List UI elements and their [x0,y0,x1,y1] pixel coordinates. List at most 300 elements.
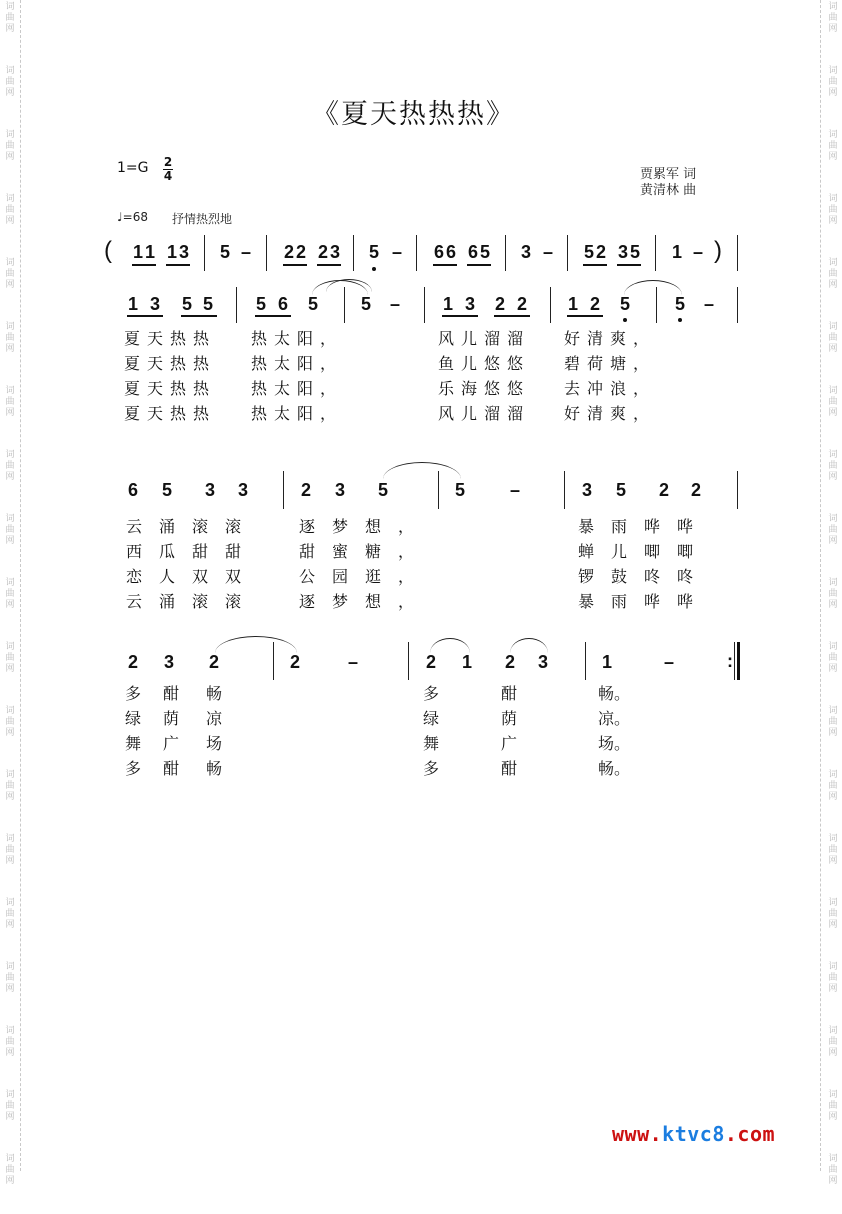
watermark-char: 词 [828,2,838,12]
watermark-char: 网 [828,280,838,290]
tie-arc [215,636,297,653]
note: 1 [145,242,156,262]
watermark-char: 网 [5,216,15,226]
barline [737,471,738,509]
watermark-group [826,510,840,574]
underline [181,315,217,317]
final-barline-thin [734,642,735,680]
watermark-char: 词 [5,834,15,844]
left-margin-line [20,0,21,1171]
watermark-char: 曲 [828,333,838,343]
watermark-char: 词 [5,642,15,652]
watermark-group [3,894,17,958]
repeat-dots: : [727,651,733,671]
note: 2 [590,294,601,314]
watermark-char: 词 [828,578,838,588]
note: – [543,242,554,262]
note: 1 [128,294,139,314]
intro-close-paren: ) [714,237,722,264]
right-watermark-column [826,0,840,1214]
watermark-char: 网 [5,984,15,994]
note: 5 [378,480,389,500]
note: 6 [446,242,457,262]
watermark-char: 词 [5,450,15,460]
note: 2 [296,242,307,262]
note: 5 [256,294,267,314]
barline [655,235,656,271]
watermark-char: 词 [5,578,15,588]
note: 5 [630,242,641,262]
underline [583,264,607,266]
barline [564,471,565,509]
underline [132,264,156,266]
watermark-group [3,638,17,702]
lyric-text: 碧荷塘， [564,354,657,373]
barline [585,642,586,680]
final-barline-thick [737,642,740,680]
tie-arc [430,638,470,653]
lyric-text: 夏天热热 [124,379,217,398]
watermark-group [826,766,840,830]
lyric-text: 去冲浪， [564,379,657,398]
lyric-text: 好清爽， [564,329,657,348]
underline [567,315,603,317]
lyric-text: 多 [423,759,440,778]
note: 2 [659,480,670,500]
watermark-group [3,0,17,62]
note: 3 [179,242,190,262]
watermark-char: 网 [828,1176,838,1186]
lyric-text: 好清爽， [564,404,657,423]
watermark-char: 网 [5,344,15,354]
lyric-text: 酣 [501,684,518,703]
watermark-group [826,254,840,318]
tie-arc [510,638,548,653]
song-title: 《夏天热热热》 [312,99,515,130]
note: 5 [620,294,631,314]
watermark-group [3,702,17,766]
lyric-text: 多 [423,684,440,703]
watermark-group [826,574,840,638]
watermark-char: 曲 [828,589,838,599]
watermark-char: 网 [828,536,838,546]
watermark-group [826,382,840,446]
watermark-group [3,446,17,510]
watermark-char: 词 [828,450,838,460]
note: 5 [369,242,380,262]
watermark-char: 网 [828,984,838,994]
underline [283,264,307,266]
watermark-group [826,958,840,1022]
tie-arc [624,280,682,295]
watermark-char: 曲 [5,77,15,87]
lyric-text: 绿 [125,709,142,728]
watermark-char: 词 [5,514,15,524]
watermark-char: 曲 [5,333,15,343]
watermark-char: 曲 [5,1165,15,1175]
watermark-char: 曲 [5,909,15,919]
lyric-text: 酣 [501,759,518,778]
note: – [390,294,401,314]
meter-bottom: 4 [163,169,173,183]
watermark-char: 词 [828,1090,838,1100]
note: – [348,652,359,672]
underline [442,315,478,317]
note: 1 [462,652,473,672]
note: 2 [284,242,295,262]
watermark-char: 曲 [828,1037,838,1047]
note: 5 [182,294,193,314]
site-logo[interactable] [612,1122,775,1146]
watermark-char: 词 [828,706,838,716]
note: 3 [538,652,549,672]
lyric-text: 西瓜甜甜 [126,542,259,561]
lyric-text: 凉 [206,709,223,728]
lyric-text: 荫 [501,709,518,728]
watermark-char: 曲 [5,973,15,983]
watermark-char: 曲 [828,269,838,279]
barline [408,642,409,680]
note: – [693,242,704,262]
note: 5 [308,294,319,314]
logo-prefix: www. [612,1122,663,1146]
lyric-text: 夏天热热 [124,329,217,348]
lyric-text: 云涌滚滚 [126,517,259,536]
lyric-text: 荫 [163,709,180,728]
lyric-text: 恋人双双 [126,567,259,586]
watermark-char: 网 [5,920,15,930]
watermark-char: 词 [828,834,838,844]
watermark-char: 词 [828,1026,838,1036]
watermark-char: 曲 [828,781,838,791]
note: 1 [568,294,579,314]
watermark-group [826,702,840,766]
note: 2 [301,480,312,500]
watermark-char: 网 [828,856,838,866]
watermark-char: 曲 [828,461,838,471]
note: 3 [521,242,532,262]
watermark-char: 网 [5,152,15,162]
note: 5 [162,480,173,500]
meter-top: 2 [163,155,173,169]
watermark-char: 曲 [5,589,15,599]
watermark-char: 词 [828,898,838,908]
watermark-group [826,1150,840,1214]
lyric-text: 夏天热热 [124,354,217,373]
watermark-char: 网 [5,472,15,482]
note: 2 [495,294,506,314]
note: 6 [278,294,289,314]
lyric-text: 酣 [163,684,180,703]
watermark-group [826,0,840,62]
watermark-group [3,766,17,830]
watermark-char: 词 [828,962,838,972]
watermark-char: 网 [828,920,838,930]
watermark-group [3,1022,17,1086]
watermark-char: 网 [5,792,15,802]
watermark-char: 词 [5,1026,15,1036]
watermark-group [3,318,17,382]
watermark-char: 词 [5,1154,15,1164]
barline [737,287,738,323]
lyric-text: 绿 [423,709,440,728]
watermark-group [826,1086,840,1150]
watermark-char: 网 [828,792,838,802]
lyric-text: 风儿溜溜 [438,404,531,423]
watermark-char: 曲 [828,205,838,215]
watermark-group [3,1086,17,1150]
watermark-char: 曲 [828,525,838,535]
note: 2 [596,242,607,262]
underline [166,264,190,266]
watermark-group [826,894,840,958]
watermark-char: 词 [828,642,838,652]
watermark-char: 词 [828,322,838,332]
barline [505,235,506,271]
note: 2 [426,652,437,672]
watermark-char: 网 [5,24,15,34]
lyricist-credit: 贾累军 词 [640,167,697,182]
lyric-text: 凉。 [598,709,631,728]
note: 1 [602,652,613,672]
note: 3 [238,480,249,500]
watermark-char: 曲 [828,141,838,151]
note: 5 [480,242,491,262]
note: 6 [434,242,445,262]
lyric-text: 畅 [206,759,223,778]
watermark-char: 网 [828,728,838,738]
watermark-char: 曲 [5,269,15,279]
watermark-char: 网 [5,728,15,738]
low-octave-dot [623,318,627,322]
watermark-char: 曲 [828,909,838,919]
watermark-group [3,382,17,446]
underline [317,264,341,266]
intro-open-paren: ( [104,237,112,264]
note: 2 [290,652,301,672]
lyric-text: 场 [206,734,223,753]
watermark-char: 曲 [5,13,15,23]
watermark-char: 词 [5,386,15,396]
note: 3 [150,294,161,314]
watermark-char: 曲 [5,205,15,215]
note: 6 [468,242,479,262]
watermark-group [3,190,17,254]
watermark-char: 网 [828,152,838,162]
lyric-text: 广 [163,734,180,753]
note: 3 [164,652,175,672]
lyric-text: 逐梦想， [299,592,432,611]
note: 2 [209,652,220,672]
watermark-char: 词 [828,194,838,204]
watermark-char: 词 [828,130,838,140]
underline [255,315,291,317]
note: 1 [167,242,178,262]
lyric-text: 甜蜜糖， [299,542,432,561]
watermark-char: 词 [5,130,15,140]
watermark-group [826,638,840,702]
watermark-char: 曲 [5,653,15,663]
watermark-char: 曲 [5,1037,15,1047]
note: 2 [517,294,528,314]
watermark-char: 词 [5,706,15,716]
watermark-group [3,510,17,574]
watermark-char: 词 [5,770,15,780]
watermark-char: 曲 [828,717,838,727]
note: – [704,294,715,314]
watermark-char: 词 [828,386,838,396]
watermark-group [826,446,840,510]
lyric-text: 热太阳， [251,354,344,373]
note: – [241,242,252,262]
watermark-char: 词 [828,770,838,780]
watermark-char: 网 [5,408,15,418]
watermark-group [826,190,840,254]
underline [433,264,457,266]
watermark-char: 网 [828,472,838,482]
watermark-char: 曲 [828,1101,838,1111]
note: 5 [361,294,372,314]
lyric-text: 公园逛， [299,567,432,586]
low-octave-dot [678,318,682,322]
watermark-char: 网 [5,664,15,674]
note: 3 [205,480,216,500]
note: 1 [443,294,454,314]
lyric-text: 蝉儿唧唧 [578,542,711,561]
watermark-char: 网 [828,1112,838,1122]
note: 6 [128,480,139,500]
logo-brand: ktvc8 [662,1122,725,1146]
lyric-text: 畅。 [598,759,631,778]
watermark-char: 词 [828,258,838,268]
watermark-char: 网 [828,408,838,418]
watermark-char: 词 [5,2,15,12]
watermark-char: 曲 [5,141,15,151]
watermark-char: 网 [828,1048,838,1058]
watermark-char: 词 [5,322,15,332]
note: 5 [455,480,466,500]
note: 2 [505,652,516,672]
watermark-char: 网 [828,600,838,610]
note: 2 [318,242,329,262]
logo-suffix: .com [724,1122,776,1146]
watermark-group [826,318,840,382]
lyric-text: 夏天热热 [124,404,217,423]
note: 3 [330,242,341,262]
watermark-char: 词 [828,514,838,524]
lyric-text: 畅 [206,684,223,703]
tie-arc [383,462,461,479]
note: 2 [128,652,139,672]
watermark-group [826,830,840,894]
watermark-group [826,62,840,126]
lyric-text: 多 [125,759,142,778]
barline [550,287,551,323]
underline [494,315,530,317]
lyric-text: 场。 [598,734,631,753]
watermark-char: 曲 [5,845,15,855]
lyric-text: 暴雨哗哗 [578,592,711,611]
note: 3 [582,480,593,500]
watermark-group [3,574,17,638]
watermark-char: 网 [5,536,15,546]
watermark-char: 曲 [5,1101,15,1111]
watermark-char: 网 [828,344,838,354]
watermark-char: 网 [5,600,15,610]
watermark-group [3,1150,17,1214]
barline [353,235,354,271]
note: 5 [675,294,686,314]
watermark-char: 词 [828,66,838,76]
note: 5 [203,294,214,314]
watermark-group [3,126,17,190]
underline [127,315,163,317]
note: 1 [133,242,144,262]
watermark-char: 曲 [828,653,838,663]
lyric-text: 云涌滚滚 [126,592,259,611]
watermark-group [826,126,840,190]
expression-mark: 抒情热烈地 [172,212,233,226]
watermark-char: 词 [828,1154,838,1164]
watermark-char: 曲 [828,77,838,87]
lyric-text: 多 [125,684,142,703]
key-signature: 1=G [117,160,149,176]
watermark-char: 词 [5,898,15,908]
barline [266,235,267,271]
note: – [664,652,675,672]
watermark-char: 网 [5,1112,15,1122]
note: 1 [672,242,683,262]
watermark-char: 词 [5,258,15,268]
left-watermark-column [3,0,17,1214]
watermark-group [3,254,17,318]
watermark-char: 曲 [828,845,838,855]
note: 5 [616,480,627,500]
watermark-char: 曲 [828,397,838,407]
watermark-char: 网 [828,24,838,34]
low-octave-dot [372,267,376,271]
lyric-text: 舞 [423,734,440,753]
watermark-char: 网 [5,1048,15,1058]
lyric-text: 热太阳， [251,329,344,348]
note: 3 [335,480,346,500]
note: – [392,242,403,262]
lyric-text: 逐梦想， [299,517,432,536]
watermark-char: 网 [5,280,15,290]
underline [617,264,641,266]
watermark-char: 曲 [828,973,838,983]
watermark-char: 词 [5,66,15,76]
watermark-char: 曲 [5,461,15,471]
note: 3 [618,242,629,262]
lyric-text: 畅。 [598,684,631,703]
lyric-text: 热太阳， [251,379,344,398]
watermark-group [3,62,17,126]
note: 5 [584,242,595,262]
watermark-char: 曲 [5,525,15,535]
watermark-char: 网 [828,88,838,98]
lyric-text: 酣 [163,759,180,778]
barline [737,235,738,271]
watermark-char: 词 [5,194,15,204]
barline [416,235,417,271]
watermark-group [3,958,17,1022]
lyric-text: 乐海悠悠 [438,379,531,398]
tempo-mark: ♩=68 [117,210,148,224]
lyric-text: 舞 [125,734,142,753]
barline [567,235,568,271]
barline [283,471,284,509]
